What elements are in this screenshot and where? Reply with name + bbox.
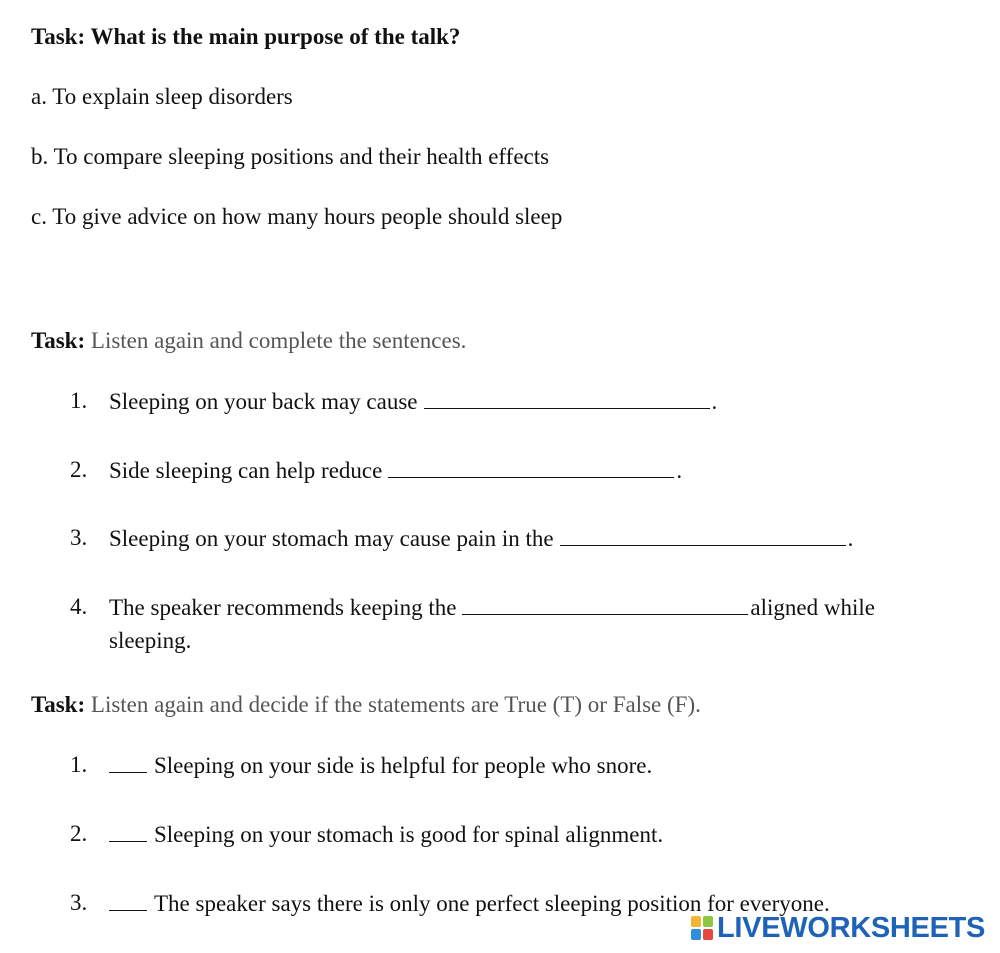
item-continuation: sleeping. xyxy=(109,628,192,653)
item-sentence xyxy=(109,386,717,417)
item-text-before: The speaker recommends keeping the xyxy=(109,595,457,620)
item-text: Sleeping on your side is helpful for people who snore. xyxy=(154,753,653,778)
logo-square xyxy=(703,916,713,927)
item-number: 3. xyxy=(70,525,88,550)
option-a[interactable]: a. To explain sleep disorders xyxy=(31,84,293,109)
option-c[interactable]: c. To give advice on how many hours people should sleep xyxy=(31,204,563,229)
answer-blank-2[interactable] xyxy=(388,455,674,478)
item-number: 2. xyxy=(70,457,88,482)
tf-task-heading xyxy=(31,690,701,720)
liveworksheets-logo xyxy=(691,910,985,946)
task-label: Task: xyxy=(31,328,86,353)
item-number: 1. xyxy=(70,752,88,777)
item-sentence xyxy=(109,455,682,486)
logo-square xyxy=(691,929,701,940)
item-text-before: Sleeping on your back may cause xyxy=(109,389,418,414)
answer-blank-4[interactable] xyxy=(462,592,748,615)
logo-text: LIVEWORKSHEETS xyxy=(717,911,986,944)
logo-square xyxy=(703,929,713,940)
tf-blank-3[interactable] xyxy=(109,888,147,911)
completion-task-heading xyxy=(31,326,466,356)
item-text: Sleeping on your stomach is good for spinal alignment. xyxy=(154,822,664,847)
item-text-after: . xyxy=(711,389,718,414)
item-text: The speaker says there is only one perfect sleeping position for everyone. xyxy=(154,891,830,916)
item-text-after: . xyxy=(676,458,683,483)
tf-blank-2[interactable] xyxy=(109,819,147,842)
item-sentence xyxy=(109,750,652,781)
answer-blank-1[interactable] xyxy=(424,386,710,409)
item-number: 4. xyxy=(70,594,88,619)
item-sentence xyxy=(109,819,663,850)
answer-blank-3[interactable] xyxy=(560,523,846,546)
task-instruction: Listen again and complete the sentences. xyxy=(90,328,467,353)
logo-grid-icon xyxy=(691,916,713,940)
task-label: Task: xyxy=(31,692,86,717)
item-sentence xyxy=(109,523,853,554)
logo-square xyxy=(691,916,701,927)
item-number: 3. xyxy=(70,890,88,915)
item-sentence xyxy=(109,592,875,623)
item-number: 2. xyxy=(70,821,88,846)
item-number: 1. xyxy=(70,388,88,413)
item-text-before: Sleeping on your stomach may cause pain in the xyxy=(109,526,554,551)
tf-blank-1[interactable] xyxy=(109,750,147,773)
item-text-before: Side sleeping can help reduce xyxy=(109,458,383,483)
option-b[interactable]: b. To compare sleeping positions and their health effects xyxy=(31,144,550,169)
task-instruction: Listen again and decide if the statements are True (T) or False (F). xyxy=(90,692,701,717)
item-text-after: . xyxy=(847,526,854,551)
item-text-after: aligned while xyxy=(750,595,875,620)
question-title: Task: What is the main purpose of the talk? xyxy=(31,24,461,49)
